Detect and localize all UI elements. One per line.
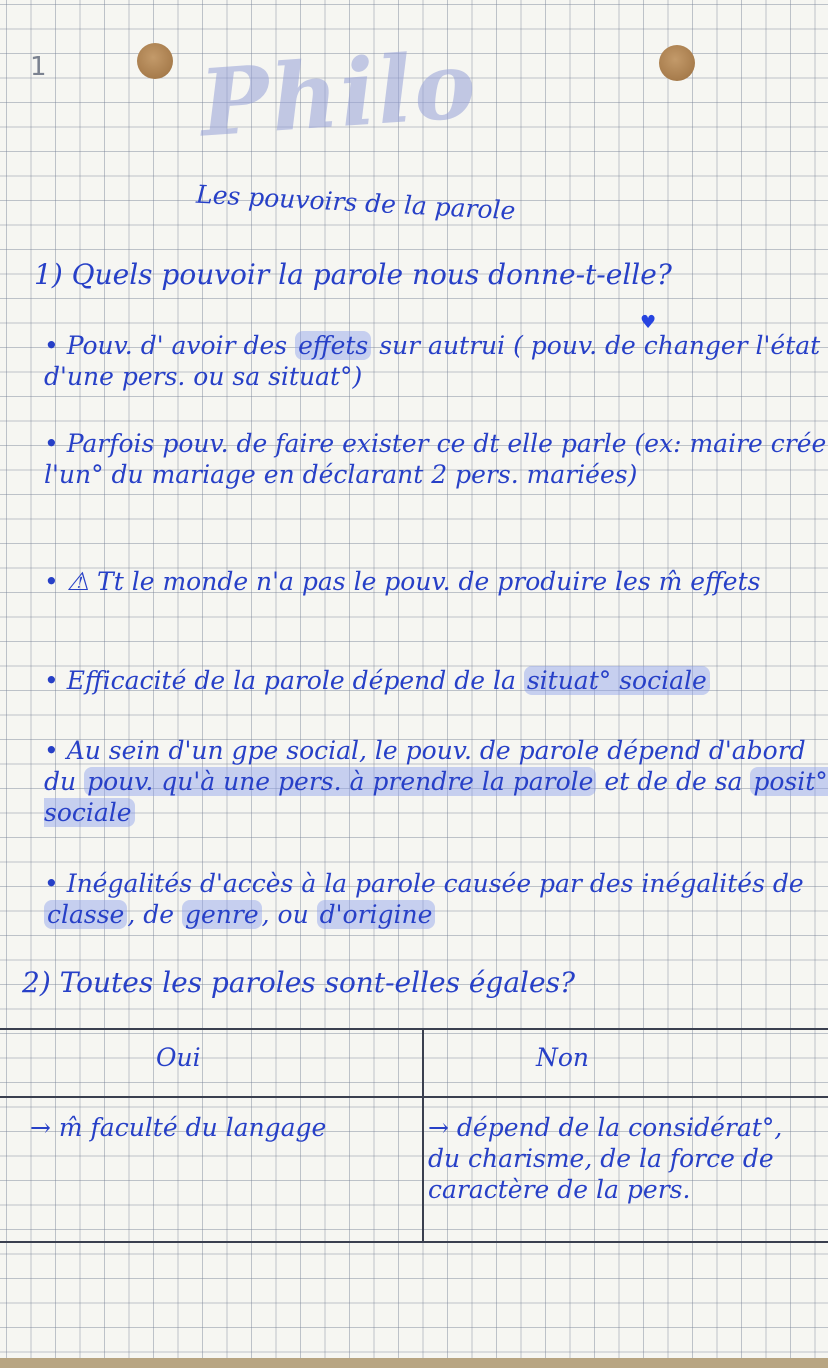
highlight-position: posit° sociale bbox=[44, 767, 828, 827]
table-top-line bbox=[0, 1028, 828, 1030]
table-bottom-line bbox=[0, 1241, 828, 1243]
table-divider bbox=[422, 1028, 424, 1243]
section2-heading: 2) Toutes les paroles sont-elles égales? bbox=[22, 966, 575, 999]
page-title: Philo bbox=[196, 30, 481, 158]
highlight-pouvoir: pouv. qu'à une pers. à prendre la parole bbox=[84, 767, 596, 796]
bullet-2: • Parfois pouv. de faire exister ce dt elle parle (ex: maire crée l'un° du mariage en déclarant 2 pers. mariées) bbox=[44, 429, 827, 489]
bullet-6: • Inégalités d'accès à la parole causée par des inégalités de classe , de genre , ou d'origine bbox=[44, 869, 804, 929]
highlight-situation: situat° sociale bbox=[524, 666, 710, 695]
table-header-non: Non bbox=[536, 1043, 590, 1072]
table-cell-oui: → m̂ faculté du langage bbox=[30, 1113, 327, 1142]
highlight-effets: effets bbox=[295, 331, 371, 360]
table-header-line bbox=[0, 1096, 828, 1098]
section1-heading: 1) Quels pouvoir la parole nous donne-t-elle? bbox=[34, 258, 672, 291]
highlight-classe: classe bbox=[44, 900, 127, 929]
highlight-origine: d'origine bbox=[317, 900, 436, 929]
table-header-oui: Oui bbox=[156, 1043, 201, 1072]
heart-icon: ♥ bbox=[640, 312, 657, 333]
comparison-table bbox=[0, 1028, 828, 1243]
bullet-1: • Pouv. d' avoir des effets sur autrui ( pouv. de changer l'état d'une pers. ou sa situat°) bbox=[44, 331, 821, 391]
binder-hole-left bbox=[137, 43, 173, 79]
bullet-4: • Efficacité de la parole dépend de la situat° sociale bbox=[44, 665, 828, 696]
page-subtitle: Les pouvoirs de la parole bbox=[195, 179, 517, 226]
page-number: 1 bbox=[30, 52, 47, 82]
bullet-3: • ⚠ Tt le monde n'a pas le pouv. de produire les m̂ effets bbox=[44, 567, 761, 596]
bullet-5: • Au sein d'un gpe social, le pouv. de parole dépend d'abord du pouv. qu'à une pers. à prendre la parole et de de sa posit° sociale bbox=[44, 736, 828, 827]
page-edge bbox=[0, 1358, 828, 1368]
binder-hole-right bbox=[659, 45, 695, 81]
highlight-genre: genre bbox=[182, 900, 262, 929]
table-cell-non: → dépend de la considérat°, du charisme, de la force de caractère de la pers. bbox=[428, 1113, 783, 1204]
